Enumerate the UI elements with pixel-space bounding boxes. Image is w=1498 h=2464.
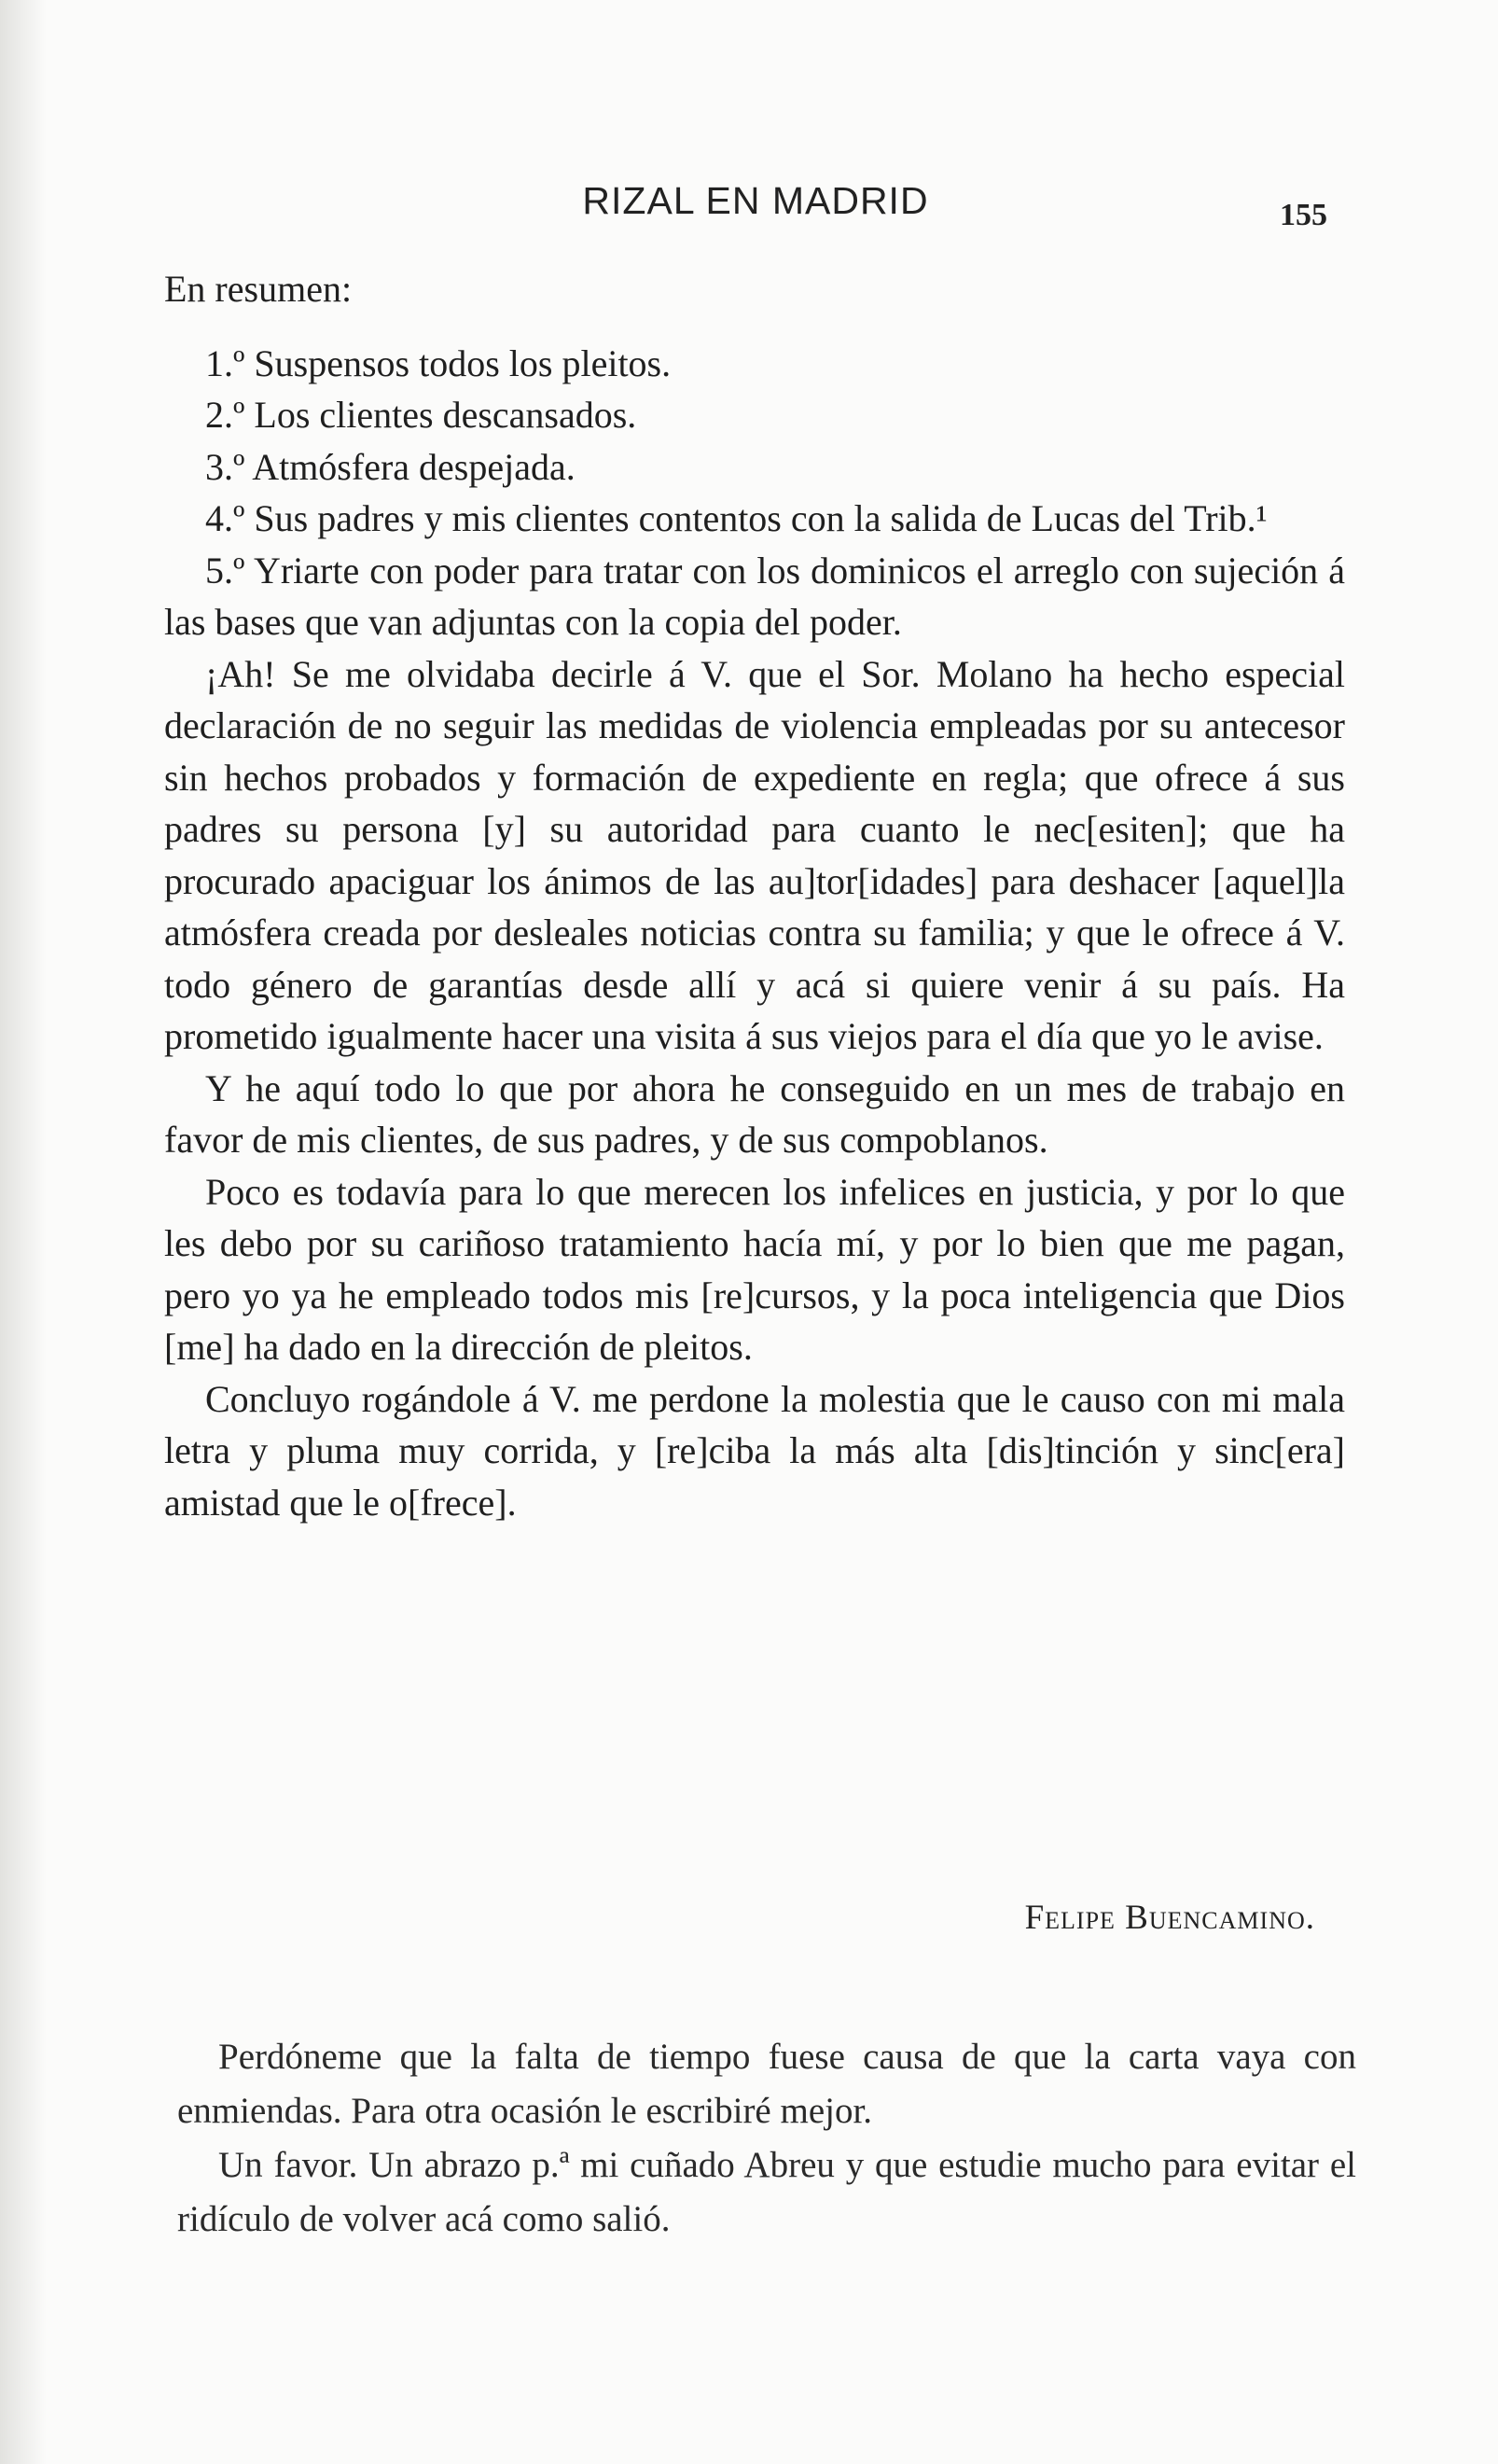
- summary-item-3: 3.º Atmósfera despejada.: [205, 445, 576, 488]
- postscript-paragraph-1: Perdóneme que la falta de tiempo fuese causa de que la carta vaya con enmiendas. Para otra ocasión le escribiré mejor.: [177, 2037, 1356, 2131]
- page-edge-shadow: [0, 0, 47, 2464]
- running-header-title: RIZAL EN MADRID: [582, 179, 929, 222]
- letter-body: [164, 263, 1345, 1528]
- paragraph-justice: Poco es todavía para lo que merecen los infelices en justicia, y por lo que les debo por su cariñoso tratamiento hacía mí, y por lo bien que me pagan, pero yo ya he empleado todos mis [re]cursos, y la poca inteligencia que Dios [me] ha dado en la dirección de pleitos.: [164, 1170, 1345, 1368]
- summary-intro: En resumen:: [164, 268, 353, 310]
- paragraph-achievements: Y he aquí todo lo que por ahora he conseguido en un mes de trabajo en favor de mis clientes, de sus padres, y de sus compoblanos.: [164, 1066, 1345, 1161]
- page-number: 155: [1280, 198, 1327, 232]
- summary-item-5: 5.º Yriarte con poder para tratar con los dominicos el arreglo con sujeción á las bases que van adjuntas con la copia del poder.: [164, 549, 1345, 643]
- summary-item-1: 1.º Suspensos todos los pleitos.: [205, 341, 672, 384]
- postscript-paragraph-2: Un favor. Un abrazo p.ª mi cuñado Abreu y que estudie mucho para evitar el ridículo de volver acá como salió.: [177, 2145, 1356, 2239]
- signature: Felipe Buencamino.: [1024, 1899, 1315, 1937]
- postscript: [177, 2030, 1356, 2247]
- summary-item-2: 2.º Los clientes descansados.: [205, 394, 637, 436]
- paragraph-molano: ¡Ah! Se me olvidaba decirle á V. que el Sor. Molano ha hecho especial declaración de no seguir las medidas de violencia empleadas por su antecesor sin hechos probados y formación de expediente en regla; que ofrece á sus padres su persona [y] su autoridad para cuanto le nec[esiten]; que ha procurado apaciguar los ánimos de las au]tor[idades] para deshacer [aquel]la atmósfera creada por desleales noticias contra su familia; y que le ofrece á V. todo género de garantías desde allí y acá si quiere venir á su país. Ha prometido igualmente hacer una visita á sus viejos para el día que yo le avise.: [164, 652, 1345, 1057]
- summary-item-4: 4.º Sus padres y mis clientes contentos con la salida de Lucas del Trib.¹: [205, 497, 1268, 539]
- paragraph-closing: Concluyo rogándole á V. me perdone la molestia que le causo con mi mala letra y pluma muy corrida, y [re]ciba la más alta [dis]tinción y sinc[era] amistad que le o[frece].: [164, 1377, 1345, 1524]
